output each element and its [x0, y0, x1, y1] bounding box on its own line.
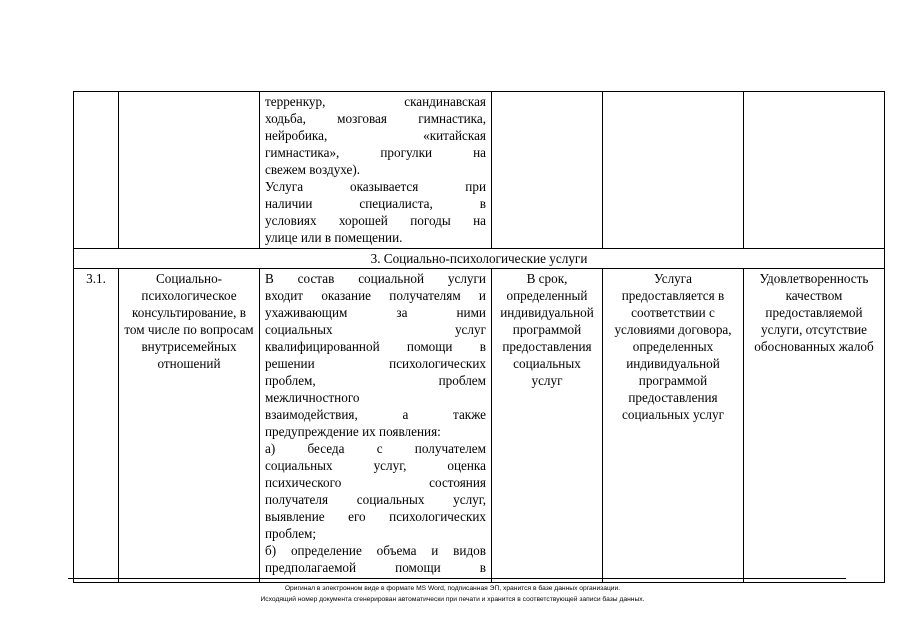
- description-line: межличностного: [265, 390, 360, 405]
- description-line: б) определение объема и видов: [265, 543, 486, 558]
- description-line: проблем, проблем: [265, 373, 486, 388]
- description-line: В состав социальной услуги: [265, 271, 486, 286]
- description-line: решении психологических: [265, 356, 486, 371]
- description-line: улице или в помещении.: [265, 230, 403, 245]
- description-line: психического состояния: [265, 475, 486, 490]
- description-line: Услуга оказывается при: [265, 179, 486, 194]
- description-line: ходьба, мозговая гимнастика,: [265, 111, 486, 126]
- description-line: гимнастика», прогулки на: [265, 145, 486, 160]
- cell-service-name: Социально-психологическое консультирование, в том числе по вопросам внутрисемейных отношений: [119, 269, 260, 583]
- table-row-3-1: [74, 269, 885, 583]
- description-lines: [265, 270, 486, 576]
- section-heading: 3. Социально-психологические услуги: [74, 249, 885, 269]
- description-line: предупреждение их появления:: [265, 424, 441, 439]
- cell-description-continued: [260, 92, 492, 249]
- description-line: проблем;: [265, 526, 317, 541]
- cell-number: 3.1.: [74, 269, 119, 583]
- cell-conditions-empty: [603, 92, 744, 249]
- description-line: терренкур, скандинавская: [265, 94, 486, 109]
- footer-note-original: Оригинал в электронном виде в формате MS Word, подписанная ЭП, хранится в базе данных организации.: [284, 585, 621, 592]
- description-line: выявление его психологических: [265, 509, 486, 524]
- cell-quality-empty: [744, 92, 885, 249]
- description-lines: [265, 93, 486, 246]
- cell-deadline: В срок, определенный индивидуальной программой предоставления социальных услуг: [492, 269, 603, 583]
- description-line: наличии специалиста, в: [265, 196, 486, 211]
- footer-divider: [68, 578, 846, 579]
- description-line: предполагаемой помощи в: [265, 560, 486, 575]
- cell-number-empty: [74, 92, 119, 249]
- description-line: взаимодействия, а также: [265, 407, 486, 422]
- description-line: квалифицированной помощи в: [265, 339, 486, 354]
- footer-note-number: Исходящий номер документа сгенерирован автоматически при печати и хранится в соответствующей записи базы данных.: [260, 596, 645, 603]
- table-row-section-heading: [74, 249, 885, 269]
- services-table: [73, 91, 885, 583]
- description-line: условиях хорошей погоды на: [265, 213, 486, 228]
- description-line: свежем воздухе).: [265, 162, 361, 177]
- table-row-continued: [74, 92, 885, 249]
- description-line: нейробика, «китайская: [265, 128, 486, 143]
- cell-name-empty: [119, 92, 260, 249]
- description-line: получателя социальных услуг,: [265, 492, 486, 507]
- description-line: ухаживающим за ними: [265, 305, 486, 320]
- cell-quality-criteria: Удовлетворенность качеством предоставляемой услуги, отсутствие обоснованных жалоб: [744, 269, 885, 583]
- description-line: социальных услуг: [265, 322, 486, 337]
- cell-conditions: Услуга предоставляется в соответствии с условиями договора, определенных индивидуальной программой предоставления социальных услуг: [603, 269, 744, 583]
- description-line: а) беседа с получателем: [265, 441, 486, 456]
- description-line: социальных услуг, оценка: [265, 458, 486, 473]
- description-line: входит оказание получателям и: [265, 288, 486, 303]
- cell-service-description: [260, 269, 492, 583]
- cell-deadline-empty: [492, 92, 603, 249]
